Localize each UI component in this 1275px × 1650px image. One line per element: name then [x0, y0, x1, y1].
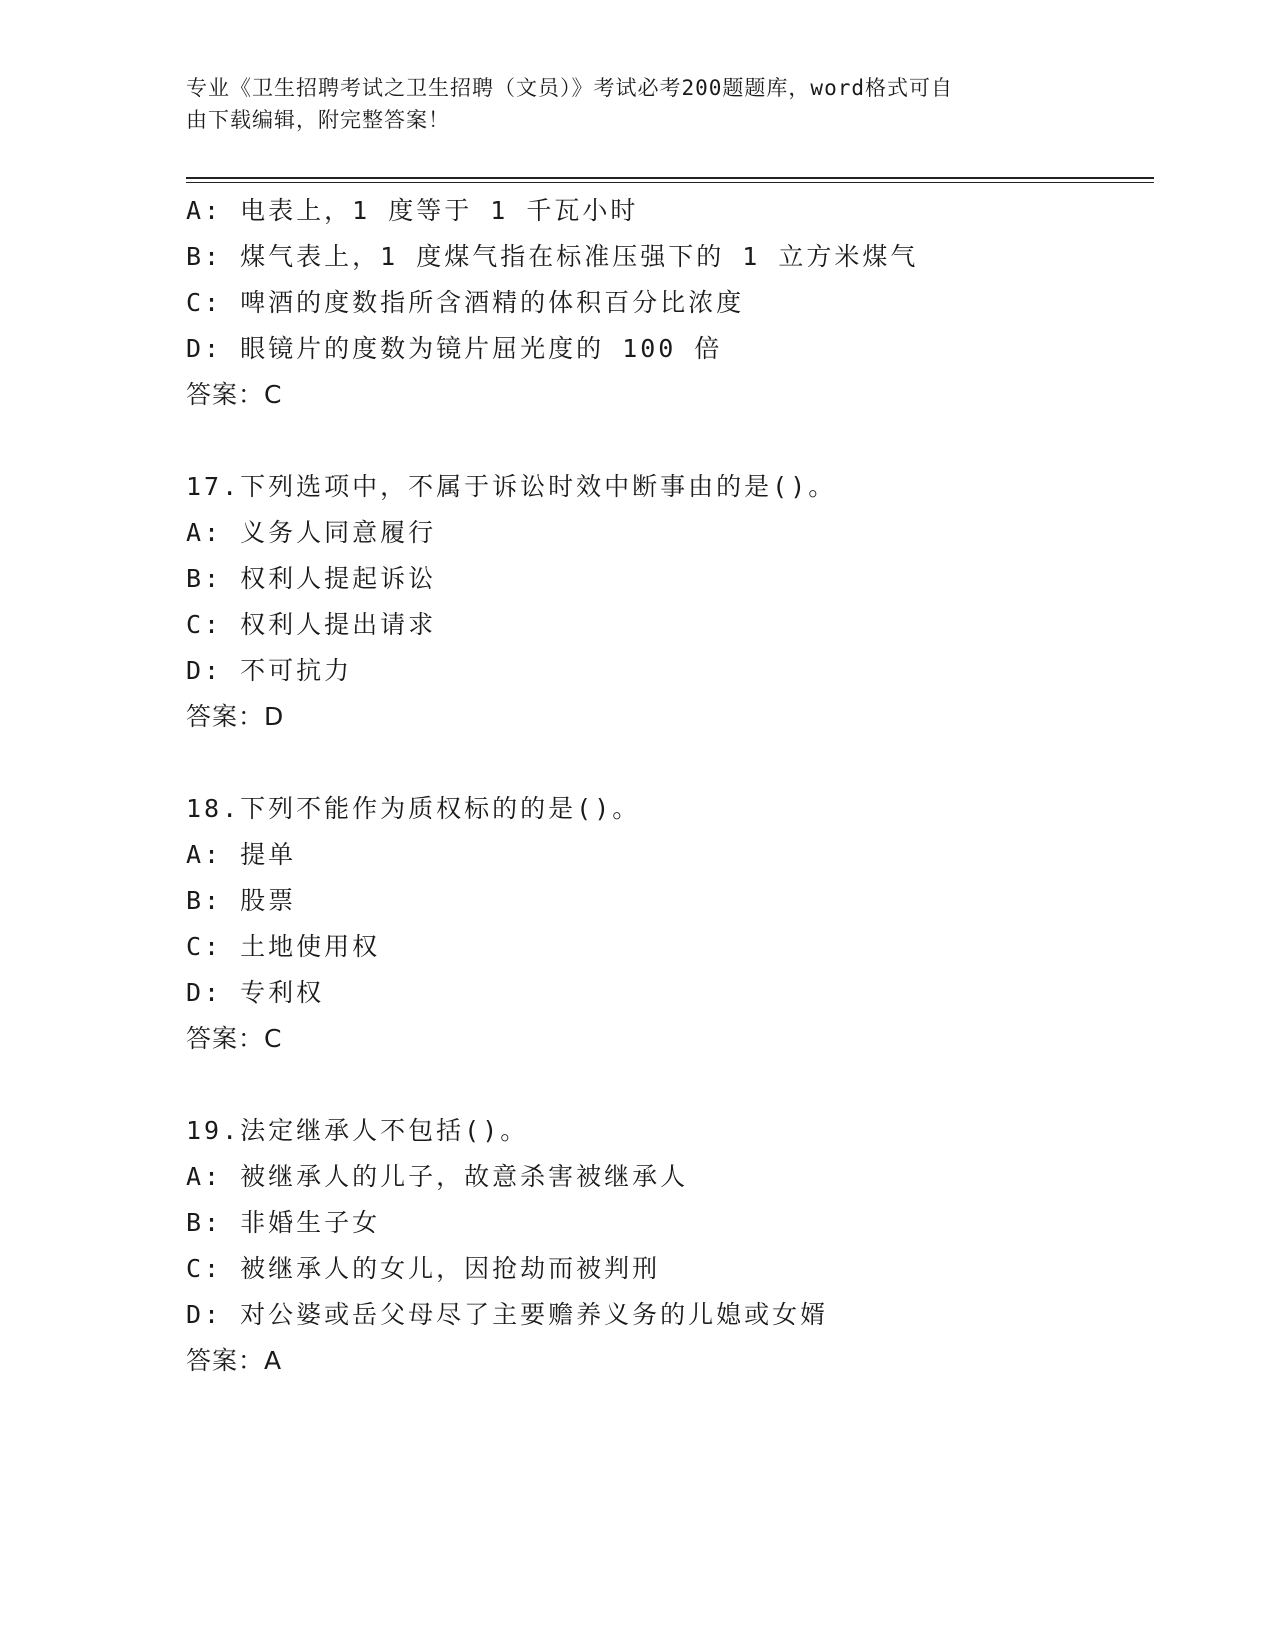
- option-d: D: 对公婆或岳父母尽了主要赡养义务的儿媳或女婿: [186, 1300, 829, 1329]
- question-list: [186, 188, 1146, 1384]
- question-16: [186, 188, 1146, 418]
- question-stem: 17.下列选项中，不属于诉讼时效中断事由的是()。: [186, 472, 837, 501]
- header-line-2: 由下载编辑，附完整答案！: [186, 108, 450, 132]
- question-17: [186, 464, 1146, 740]
- option-b: B: 非婚生子女: [186, 1208, 381, 1237]
- answer-line: 答案：A: [186, 1346, 283, 1375]
- spacer: [186, 418, 1146, 464]
- option-b: B: 股票: [186, 886, 297, 915]
- answer-line: 答案：D: [186, 702, 285, 731]
- option-d: D: 不可抗力: [186, 656, 353, 685]
- answer-line: 答案：C: [186, 380, 283, 409]
- option-a: A: 义务人同意履行: [186, 518, 437, 547]
- question-18: [186, 786, 1146, 1062]
- question-stem: 18.下列不能作为质权标的的是()。: [186, 794, 641, 823]
- question-stem: 19.法定继承人不包括()。: [186, 1116, 529, 1145]
- header-line-1: 专业《卫生招聘考试之卫生招聘（文员）》考试必考200题题库，word格式可自: [186, 76, 953, 100]
- option-a: A: 提单: [186, 840, 297, 869]
- spacer: [186, 740, 1146, 786]
- option-a: A: 被继承人的儿子，故意杀害被继承人: [186, 1162, 689, 1191]
- option-c: C: 啤酒的度数指所含酒精的体积百分比浓度: [186, 288, 745, 317]
- option-c: C: 被继承人的女儿，因抢劫而被判刑: [186, 1254, 661, 1283]
- question-19: [186, 1108, 1146, 1384]
- document-header: [186, 72, 1066, 136]
- option-c: C: 权利人提出请求: [186, 610, 437, 639]
- option-a: A: 电表上，1 度等于 1 千瓦小时: [186, 196, 639, 225]
- option-d: D: 眼镜片的度数为镜片屈光度的 100 倍: [186, 334, 723, 363]
- header-divider-thick: [186, 177, 1154, 179]
- option-b: B: 煤气表上，1 度煤气指在标准压强下的 1 立方米煤气: [186, 242, 919, 271]
- header-divider-thin: [186, 182, 1154, 183]
- option-d: D: 专利权: [186, 978, 325, 1007]
- option-b: B: 权利人提起诉讼: [186, 564, 437, 593]
- spacer: [186, 1062, 1146, 1108]
- answer-line: 答案：C: [186, 1024, 283, 1053]
- option-c: C: 土地使用权: [186, 932, 381, 961]
